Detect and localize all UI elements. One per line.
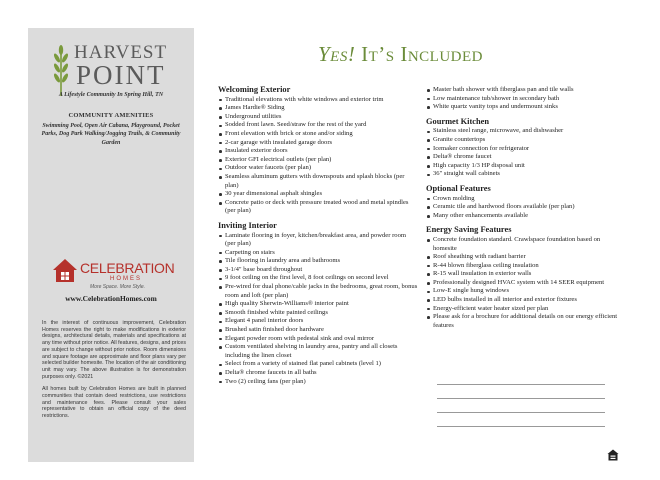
feature-item: Concrete patio or deck with pressure treated wood and metal spindles (per plan) [218,199,418,216]
feature-item: Sodded front lawn. Seed/straw for the rest of the yard [218,121,418,130]
feature-item: Low maintenance tub/shower in secondary bath [426,95,622,104]
harvest-point-logo [28,42,194,120]
features-column-right [426,86,622,330]
feature-item: Please ask for a brochure for additional details on our energy efficient features [426,313,622,330]
feature-item: 9 foot ceiling on the first level, 8 foot ceilings on second level [218,274,418,283]
website-link[interactable]: www.CelebrationHomes.com [65,294,157,303]
feature-item: Icemaker connection for refrigerator [426,145,622,154]
logo-line1: HARVEST [74,42,168,63]
feature-item: Two (2) ceiling fans (per plan) [218,378,418,387]
feature-item: R-15 wall insulation in exterior walls [426,270,622,279]
amenities-text: Swimming Pool, Open Air Cabana, Playground, Pocket Parks, Dog Park Walking/Jogging Trails, & Community Garden [41,123,181,146]
feature-list [426,86,622,112]
feature-item: James Hardie® Siding [218,104,418,113]
blank-line [437,384,605,385]
feature-item: Stainless steel range, microwave, and dishwasher [426,127,622,136]
section-heading: Energy Saving Features [426,225,512,235]
feature-item: High capacity 1/3 HP disposal unit [426,162,622,171]
feature-item: Traditional elevations with white windows and exterior trim [218,96,418,105]
feature-item: Underground utilities [218,113,418,122]
feature-item: Many other enhancements available [426,212,622,221]
feature-item: Select from a variety of stained flat panel cabinets (level 1) [218,360,418,369]
section-heading: Optional Features [426,183,491,193]
feature-item: Pre-wired for dual phone/cable jacks in the bedrooms, great room, bonus room and loft (per plan) [218,283,418,300]
celebration-homes-logo [52,254,182,294]
house-icon [52,257,78,283]
blank-line [437,426,605,427]
builder-logo-word: CELEBRATION [80,260,175,276]
logo-line2: POINT [76,60,166,90]
feature-item: Tile flooring in laundry area and bathrooms [218,257,418,266]
feature-item: High quality Sherwin-Williams® interior paint [218,300,418,309]
feature-item: Energy-efficient water heater sized per plan [426,305,622,314]
feature-item: Custom ventilated shelving in laundry area, pantry and all closets including the linen closet [218,343,418,360]
feature-item: 30 year dimensional asphalt shingles [218,190,418,199]
feature-item: Brushed satin finished door hardware [218,326,418,335]
builder-logo-sub: HOMES [110,276,143,282]
feature-item: Granite countertops [426,136,622,145]
feature-list [426,195,622,221]
feature-item: Low-E single hung windows [426,287,622,296]
feature-item: Smooth finished white painted ceilings [218,309,418,318]
feature-item: LED bulbs installed in all interior and exterior fixtures [426,296,622,305]
feature-item: Crown molding [426,195,622,204]
feature-item: Concrete foundation standard. Crawlspace foundation based on homesite [426,236,622,253]
feature-item: Roof sheathing with radiant barrier [426,253,622,262]
amenities-heading: COMMUNITY AMENITIES [68,112,154,119]
blank-line [437,398,605,399]
section-heading: Welcoming Exterior [218,85,291,94]
sidebar [28,28,194,462]
builder-logo-tag: More Space. More Style. [90,284,146,290]
feature-item: Seamless aluminum gutters with downspouts and splash blocks (per plan) [218,173,418,190]
feature-item: 2-car garage with insulated garage doors [218,139,418,148]
feature-item: Master bath shower with fiberglass pan and tile walls [426,86,622,95]
feature-item: Elegant powder room with pedestal sink and oval mirror [218,335,418,344]
feature-item: Professionally designed HVAC system with 14 SEER equipment [426,279,622,288]
feature-item: Elegant 4 panel interior doors [218,317,418,326]
blank-line [437,412,605,413]
disclaimer-paragraph: All homes built by Celebration Homes are built in planned communities that contain deed restrictions, use restrictions and maintenance fees. Please consult your sales representative to obtain an official copy of the deed restrictions. [42,386,186,420]
feature-item: 3-1/4" base board throughout [218,266,418,275]
feature-list [218,96,418,216]
feature-item: Carpeting on stairs [218,249,418,258]
feature-item: Insulated exterior doors [218,147,418,156]
feature-item: 36" straight wall cabinets [426,170,622,179]
page-title [318,42,483,67]
tagline: A Lifestyle Community In Spring Hill, TN [58,92,164,98]
title-yes: Yes! [318,42,356,66]
feature-item: Ceramic tile and hardwood floors available (per plan) [426,203,622,212]
feature-item: Front elevation with brick or stone and/or siding [218,130,418,139]
section-heading: Gourmet Kitchen [426,116,490,126]
feature-item: R-44 blown fiberglass ceiling insulation [426,262,622,271]
feature-list [426,236,622,331]
section-heading: Inviting Interior [218,220,277,230]
feature-list [218,232,418,387]
feature-item: Laminate flooring in foyer, kitchen/breakfast area, and powder room (per plan) [218,232,418,249]
features-column-left [218,86,418,386]
feature-list [426,127,622,179]
disclaimer [42,320,186,426]
feature-item: White quartz vanity tops and undermount sinks [426,103,622,112]
disclaimer-paragraph: In the interest of continuous improvement, Celebration Homes reserves the right to make modifications in exterior designs, architectural details, materials and specifications at any time without prior notice. All features, designs, and prices are subject to change without prior notice. Room dimensions and square footage are approximate and floor plans vary per selected builder homesite. The location of the air conditioning unit may vary. The above illustration is for demonstration purposes only. ©2021 [42,320,186,380]
feature-item: Delta® chrome faucets in all baths [218,369,418,378]
feature-item: Outdoor water faucets (per plan) [218,164,418,173]
equal-housing-icon [607,449,619,461]
wheat-icon [50,44,72,96]
feature-item: Delta® chrome faucet [426,153,622,162]
feature-item: Exterior GFI electrical outlets (per plan) [218,156,418,165]
title-rest: It’s Included [355,42,483,66]
